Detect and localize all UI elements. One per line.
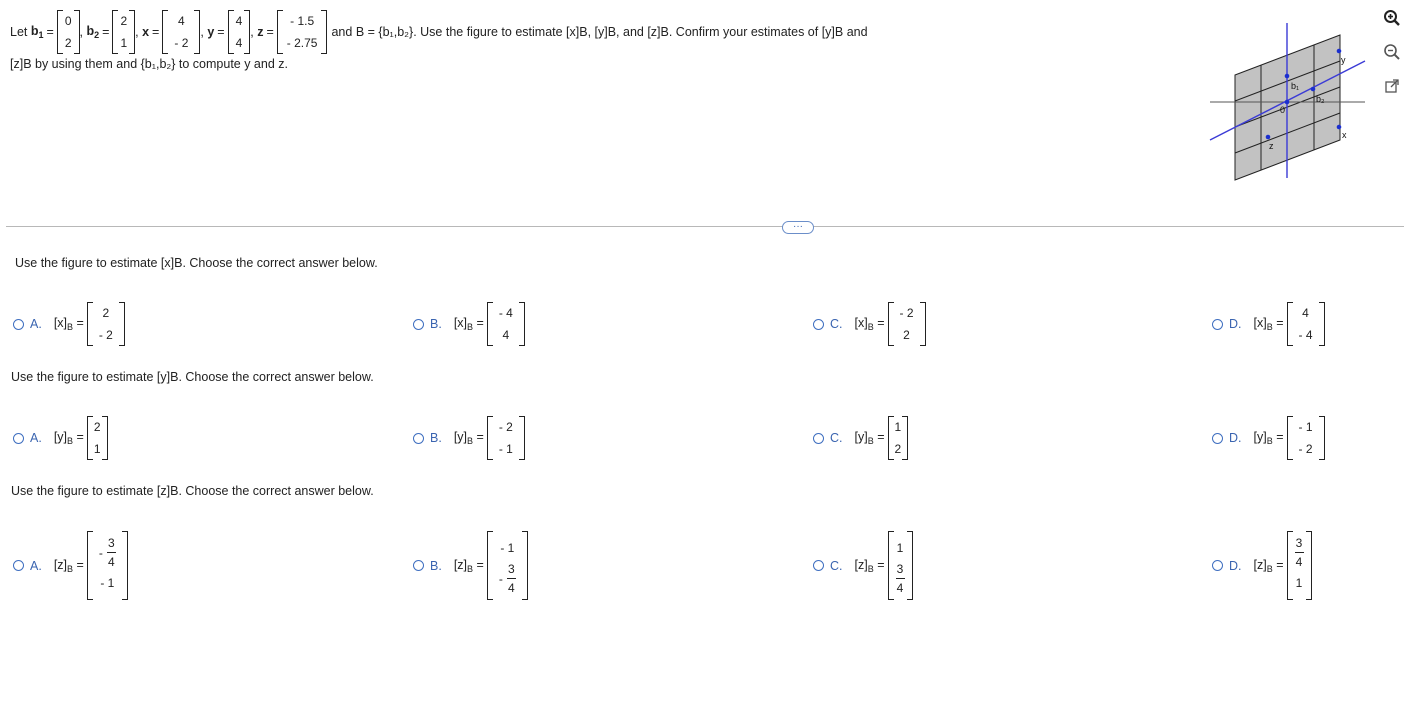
option-x-d[interactable]: D. $[x]_B$ = 4 - 4 — [1212, 302, 1325, 346]
b2-point — [1311, 87, 1316, 92]
radio-button[interactable] — [1212, 433, 1223, 444]
answer-vector: $\frac{3}{4}$ 1 — [1287, 531, 1312, 600]
answer-vector: - 2 - 1 — [487, 416, 525, 460]
radio-button[interactable] — [813, 560, 824, 571]
z-vector: - 1.5 - 2.75 — [277, 10, 328, 54]
origin-label: 0 — [1280, 105, 1286, 115]
b2-vector: 2 1 — [112, 10, 135, 54]
x-point — [1337, 125, 1342, 130]
option-y-b[interactable]: B. $[y]_B$ = - 2 - 1 — [413, 416, 525, 460]
option-x-b[interactable]: B. $[x]_B$ = - 4 4 — [413, 302, 525, 346]
basis-grid-figure — [1205, 20, 1375, 185]
y-point — [1337, 49, 1342, 54]
expand-more-button[interactable]: ··· — [782, 221, 814, 234]
radio-button[interactable] — [813, 433, 824, 444]
problem-line1-tail: and B = {b₁,b₂}. Use the figure to estimate [x]B, [y]B, and [z]B. Confirm your estimates of [y]B and — [331, 25, 868, 39]
y-label: y — [1341, 55, 1346, 65]
option-y-c[interactable]: C. $[y]_B$ = 1 2 — [813, 416, 908, 460]
b2-symbol: $b_2$ — [86, 24, 100, 40]
option-z-b[interactable]: B. $[z]_B$ = - 1 - $\frac{3}{4}$ — [413, 531, 528, 600]
answer-vector: - 1 - $\frac{3}{4}$ — [487, 531, 528, 600]
radio-button[interactable] — [413, 319, 424, 330]
popout-icon[interactable] — [1381, 75, 1403, 97]
z-label: z — [1269, 141, 1274, 151]
y-symbol: y — [207, 25, 215, 39]
answer-vector: 1 2 — [888, 416, 909, 460]
answer-vector: 2 - 2 — [87, 302, 125, 346]
radio-button[interactable] — [413, 433, 424, 444]
answer-vector: - 1 - 2 — [1287, 416, 1325, 460]
answer-vector: - $\frac{3}{4}$ - 1 — [87, 531, 128, 600]
origin-point — [1285, 100, 1290, 105]
answer-vector: 2 1 — [87, 416, 108, 460]
radio-button[interactable] — [1212, 319, 1223, 330]
b2-label: b₂ — [1316, 94, 1325, 104]
option-y-a[interactable]: A. $[y]_B$ = 2 1 — [13, 416, 108, 460]
b1-symbol: $b_1$ — [30, 24, 44, 40]
question-y-prompt: Use the figure to estimate [y]B. Choose the correct answer below. — [11, 370, 374, 384]
option-x-a[interactable]: A. $[x]_B$ = 2 - 2 — [13, 302, 125, 346]
radio-button[interactable] — [13, 319, 24, 330]
option-y-d[interactable]: D. $[y]_B$ = - 1 - 2 — [1212, 416, 1325, 460]
answer-vector: - 4 4 — [487, 302, 525, 346]
section-divider — [6, 226, 1404, 227]
problem-statement: Let $b_1$ = 0 2 , $b_2$ = 2 1 , x = 4 - 2 , y = 4 4 , z = - 1.5 - 2.75 and B = {b₁,b₂}. Use the figure to estimate [x]B, [y]B, and [z]B. Confirm your estimates of [y]B and [z]B by using them and {b₁,b₂} to compute y and z. — [10, 10, 1010, 80]
radio-button[interactable] — [13, 433, 24, 444]
option-z-c[interactable]: C. $[z]_B$ = 1 $\frac{3}{4}$ — [813, 531, 913, 600]
question-z-prompt: Use the figure to estimate [z]B. Choose the correct answer below. — [11, 484, 374, 498]
b1-label: b₁ — [1291, 81, 1300, 91]
z-symbol: z — [257, 25, 264, 39]
answer-vector: 1 $\frac{3}{4}$ — [888, 531, 913, 600]
option-z-d[interactable]: D. $[z]_B$ = $\frac{3}{4}$ 1 — [1212, 531, 1312, 600]
radio-button[interactable] — [413, 560, 424, 571]
question-x-prompt: Use the figure to estimate [x]B. Choose the correct answer below. — [15, 256, 378, 270]
b1-point — [1285, 74, 1290, 79]
x-vector: 4 - 2 — [162, 10, 200, 54]
radio-button[interactable] — [1212, 560, 1223, 571]
y-vector: 4 4 — [228, 10, 251, 54]
zoom-in-icon[interactable] — [1381, 7, 1403, 29]
option-z-a[interactable]: A. $[z]_B$ = - $\frac{3}{4}$ - 1 — [13, 531, 128, 600]
radio-button[interactable] — [13, 560, 24, 571]
problem-line2: [z]B by using them and {b₁,b₂} to compute y and z. — [10, 57, 288, 71]
answer-vector: - 2 2 — [888, 302, 926, 346]
zoom-out-icon[interactable] — [1381, 41, 1403, 63]
x-label: x — [1342, 130, 1347, 140]
option-x-c[interactable]: C. $[x]_B$ = - 2 2 — [813, 302, 926, 346]
let-text: Let — [10, 25, 28, 39]
x-symbol: x — [142, 25, 150, 39]
answer-vector: 4 - 4 — [1287, 302, 1325, 346]
b1-vector: 0 2 — [57, 10, 80, 54]
radio-button[interactable] — [813, 319, 824, 330]
z-point — [1266, 135, 1271, 140]
